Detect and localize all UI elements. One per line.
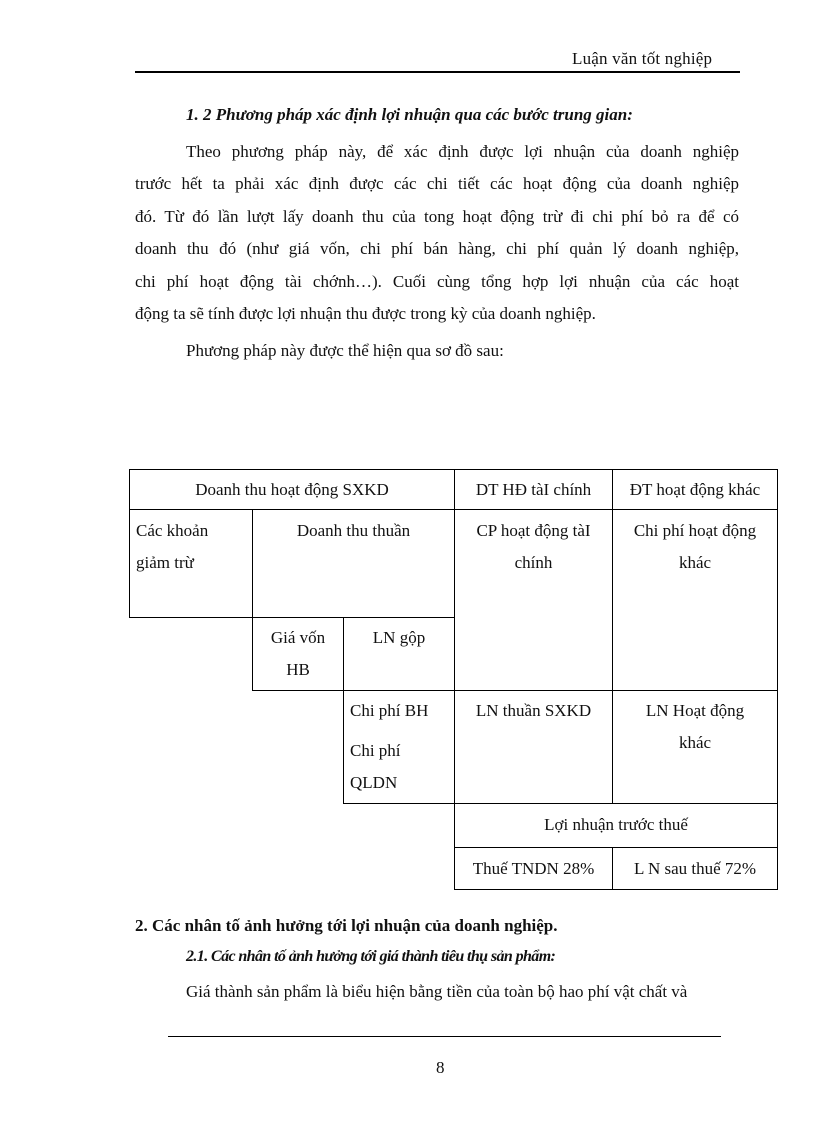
cell-line: Chi phí hoạt động	[633, 521, 757, 540]
cell-cp-hoat-dong-tai-chinh	[455, 515, 612, 579]
cell-line: HB	[286, 660, 310, 679]
cell-gia-von-hb	[253, 622, 343, 686]
cell-line: Chi phí BH	[350, 701, 429, 720]
cell-thue-tndn: Thuế TNDN 28%	[472, 859, 595, 878]
cell-revenue-sxkd: Doanh thu hoạt động SXKD	[195, 480, 389, 499]
cell-line: QLDN	[350, 773, 398, 792]
page-number: 8	[436, 1058, 445, 1077]
section-heading-2-1: 2.1. Các nhân tố ảnh hưởng tới giá thành tiêu thụ sản phẩm:	[186, 948, 556, 965]
cell-doanh-thu-thuan: Doanh thu thuần	[296, 521, 411, 540]
paragraph-line: động ta sẽ tính được lợi nhuận thu được trong kỳ của doanh nghiệp.	[135, 303, 596, 323]
cell-line: Chi phí	[350, 741, 401, 760]
body-paragraph	[135, 136, 739, 330]
cell-line: khác	[678, 733, 712, 752]
cell-ln-gop: LN gộp	[372, 628, 426, 647]
paragraph-line: doanh thu đó (như giá vốn, chi phí bán hàng, chi phí quản lý doanh nghiệp,	[135, 239, 739, 259]
cell-ln-thuan-sxkd: LN thuần SXKD	[475, 701, 592, 720]
section-heading-1-2: 1. 2 Phương pháp xác định lợi nhuận qua các bước trung gian:	[186, 105, 633, 124]
running-header: Luận văn tốt nghiệp	[572, 49, 713, 68]
cell-dt-hd-tai-chinh: DT HĐ tàI chính	[475, 480, 592, 499]
cell-line: Các khoản	[136, 521, 209, 540]
cell-line: giảm trừ	[136, 553, 194, 572]
section-2-text: Giá thành sản phẩm là biểu hiện bằng tiền của toàn bộ hao phí vật chất và	[186, 982, 688, 1001]
cell-loi-nhuan-truoc-thue: Lợi nhuận trước thuế	[544, 815, 688, 834]
diagram-line	[129, 469, 778, 470]
cell-line: khác	[678, 553, 712, 572]
cell-line: CP hoạt động tàI	[476, 521, 591, 540]
cell-chi-phi-bh-qldn	[350, 695, 454, 799]
diagram-line	[454, 889, 778, 890]
paragraph-line: chi phí hoạt động tài chớnh…). Cuối cùng tổng hợp lợi nhuận của các hoạt	[135, 271, 739, 291]
cell-line: chính	[514, 553, 553, 572]
paragraph-line: đó. Từ đó lần lượt lấy doanh thu của tong hoạt động trừ đi chi phí bỏ ra để có	[135, 206, 739, 226]
diagram-line	[343, 803, 778, 804]
section-heading-2: 2. Các nhân tố ảnh hưởng tới lợi nhuận của doanh nghiệp.	[135, 916, 558, 935]
cell-ln-hoat-dong-khac	[613, 695, 777, 759]
cell-dt-hoat-dong-khac: ĐT hoạt động khác	[629, 480, 761, 499]
diagram-line	[129, 617, 454, 618]
diagram-line	[129, 509, 778, 510]
diagram-line	[252, 690, 778, 691]
diagram-line	[454, 847, 778, 848]
diagram-intro: Phương pháp này được thể hiện qua sơ đồ sau:	[186, 341, 504, 360]
paragraph-line: Theo phương pháp này, để xác định được lợi nhuận của doanh nghiệp	[186, 142, 739, 161]
cell-chi-phi-hoat-dong-khac	[613, 515, 777, 579]
cell-line: LN Hoạt động	[645, 701, 745, 720]
paragraph-line: trước hết ta phải xác định được các chi tiết các hoạt động của doanh nghiệp	[135, 174, 739, 194]
cell-ln-sau-thue: L N sau thuế 72%	[633, 859, 757, 878]
cell-line: Giá vốn	[270, 628, 326, 647]
header-rule	[135, 71, 740, 73]
diagram-line	[777, 469, 778, 890]
cell-cac-khoan-giam-tru	[136, 515, 251, 579]
footer-rule	[168, 1036, 721, 1037]
